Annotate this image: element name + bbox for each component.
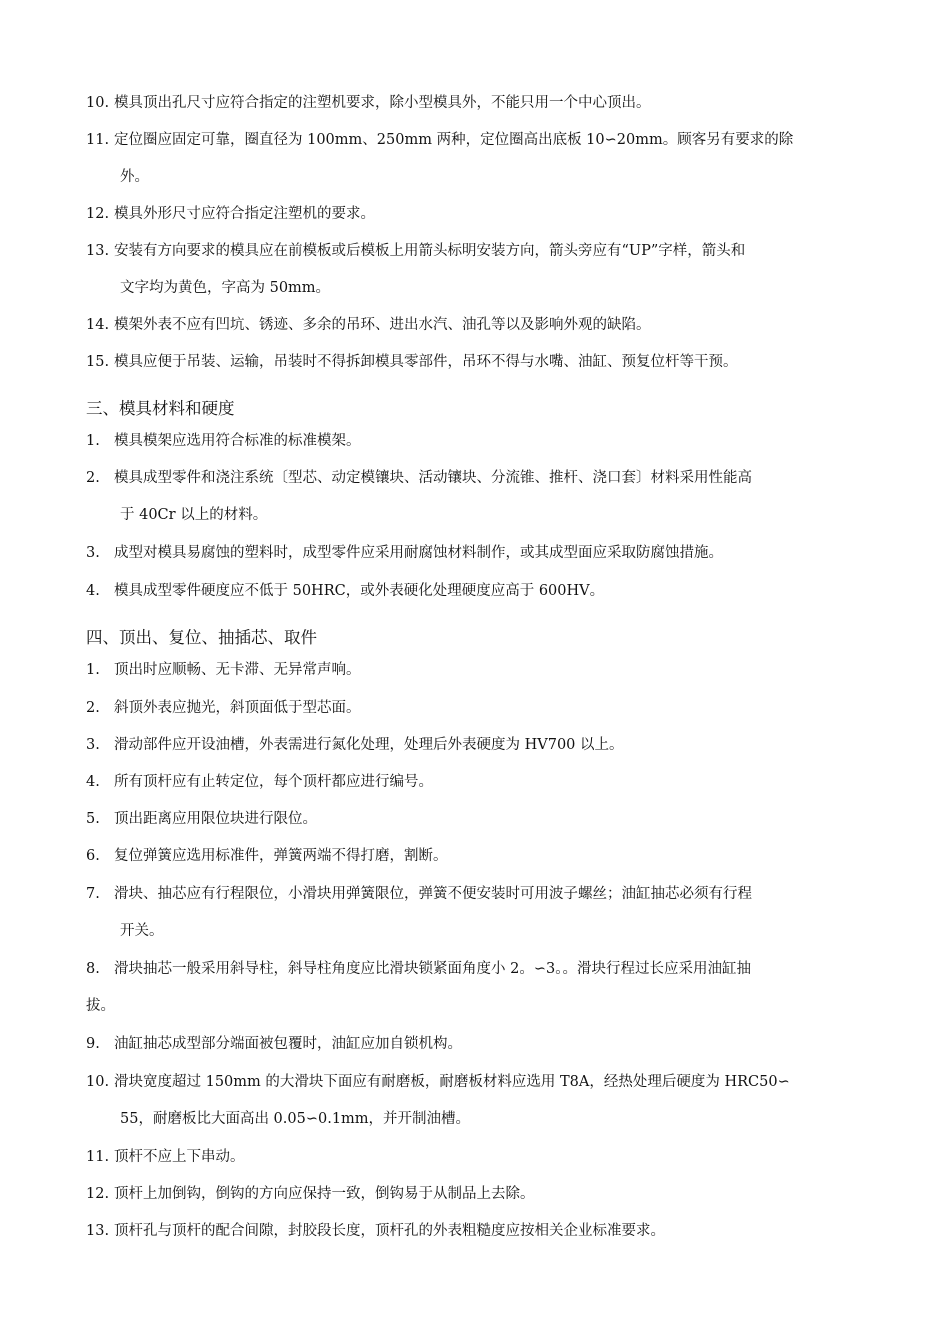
list-item (86, 1064, 870, 1138)
list-item (86, 951, 870, 1025)
item-number: 2. (86, 470, 100, 486)
item-text: 成型对模具易腐蚀的塑料时，成型零件应采用耐腐蚀材料制作，或其成型面应采取防腐蚀措施。 (114, 545, 723, 561)
item-number: 3. (86, 737, 100, 753)
item-text-continuation: 55，耐磨板比大面高出 0.05∽0.1mm，并开制油槽。 (120, 1111, 471, 1127)
item-number: 2. (86, 700, 100, 716)
list-item (86, 460, 870, 534)
item-number: 11. (86, 132, 110, 148)
item-text: 定位圈应固定可靠，圈直径为 100mm、250mm 两种，定位圈高出底板 10∽20mm。顾客另有要求的除 (114, 132, 794, 148)
item-text-continuation: 于 40Cr 以上的材料。 (120, 507, 268, 523)
list-item (86, 423, 870, 460)
item-number: 4. (86, 774, 100, 790)
item-number: 12. (86, 206, 110, 222)
item-text: 所有顶杆应有止转定位，每个顶杆都应进行编号。 (114, 774, 433, 790)
item-text: 模具外形尺寸应符合指定注塑机的要求。 (114, 206, 375, 222)
item-number: 11. (86, 1149, 110, 1165)
item-text: 模具顶出孔尺寸应符合指定的注塑机要求，除小型模具外，不能只用一个中心顶出。 (114, 95, 651, 111)
item-text: 滑块抽芯一般采用斜导柱，斜导柱角度应比滑块锁紧面角度小 2。∽3。。滑块行程过长应采用油缸抽 (114, 961, 751, 977)
item-number: 13. (86, 1223, 110, 1239)
item-text: 模具成型零件硬度应不低于 50HRC，或外表硬化处理硬度应高于 600HV。 (114, 583, 605, 599)
list-item (86, 764, 870, 801)
item-number: 3. (86, 545, 100, 561)
list-item (86, 1139, 870, 1176)
item-text: 斜顶外表应抛光，斜顶面低于型芯面。 (114, 700, 361, 716)
item-text: 顶杆孔与顶杆的配合间隙，封胶段长度，顶杆孔的外表粗糙度应按相关企业标准要求。 (114, 1223, 665, 1239)
item-text: 模具成型零件和浇注系统〔型芯、动定模镶块、活动镶块、分流锥、推杆、浇口套〕材料采用性能高 (114, 470, 752, 486)
item-text-continuation: 文字均为黄色，字高为 50mm。 (120, 280, 331, 296)
item-text: 滑块宽度超过 150mm 的大滑块下面应有耐磨板，耐磨板材料应选用 T8A，经热处理后硬度为 HRC50∽ (114, 1074, 790, 1090)
list-item (86, 307, 870, 344)
list-item (86, 233, 870, 307)
item-text: 顶出时应顺畅、无卡滞、无异常声响。 (114, 662, 361, 678)
item-text: 顶出距离应用限位块进行限位。 (114, 811, 317, 827)
item-text: 安装有方向要求的模具应在前模板或后模板上用箭头标明安装方向，箭头旁应有“UP”字样，箭头和 (114, 243, 746, 259)
list-item (86, 690, 870, 727)
item-number: 14. (86, 317, 110, 333)
list-item (86, 1026, 870, 1063)
item-number: 7. (86, 886, 100, 902)
list-item (86, 196, 870, 233)
item-text-continuation: 开关。 (120, 923, 164, 939)
item-number: 4. (86, 583, 100, 599)
list-item (86, 876, 870, 950)
item-text: 油缸抽芯成型部分端面被包覆时，油缸应加自锁机构。 (114, 1036, 462, 1052)
section-heading: 三、模具材料和硬度 (86, 399, 235, 418)
item-number: 1. (86, 662, 100, 678)
list-item (86, 85, 870, 122)
item-number: 8. (86, 961, 100, 977)
item-text: 模具应便于吊装、运输，吊装时不得拆卸模具零部件，吊环不得与水嘴、油缸、预复位杆等干预。 (114, 354, 738, 370)
list-item (86, 727, 870, 764)
item-number: 13. (86, 243, 110, 259)
item-number: 12. (86, 1186, 110, 1202)
item-text: 模架外表不应有凹坑、锈迹、多余的吊环、进出水汽、油孔等以及影响外观的缺陷。 (114, 317, 651, 333)
list-item (86, 838, 870, 875)
item-number: 9. (86, 1036, 100, 1052)
item-number: 10. (86, 95, 110, 111)
list-item (86, 122, 870, 196)
list-item (86, 535, 870, 572)
list-item (86, 652, 870, 689)
item-text: 复位弹簧应选用标准件，弹簧两端不得打磨，割断。 (114, 848, 448, 864)
item-number: 15. (86, 354, 110, 370)
item-text: 模具模架应选用符合标准的标准模架。 (114, 433, 361, 449)
list-item (86, 1176, 870, 1213)
item-number: 1. (86, 433, 100, 449)
list-item (86, 344, 870, 381)
list-item (86, 801, 870, 838)
item-text: 顶杆上加倒钩，倒钩的方向应保持一致，倒钩易于从制品上去除。 (114, 1186, 535, 1202)
section-heading: 四、顶出、复位、抽插芯、取件 (86, 628, 317, 647)
item-number: 5. (86, 811, 100, 827)
item-text: 顶杆不应上下串动。 (114, 1149, 245, 1165)
item-text: 滑块、抽芯应有行程限位，小滑块用弹簧限位，弹簧不便安装时可用波子螺丝；油缸抽芯必须有行程 (114, 886, 752, 902)
item-text-continuation: 拔。 (86, 998, 115, 1014)
item-text-continuation: 外。 (120, 169, 149, 185)
item-number: 10. (86, 1074, 110, 1090)
list-item (86, 1213, 870, 1250)
list-item (86, 573, 870, 610)
item-number: 6. (86, 848, 100, 864)
item-text: 滑动部件应开设油槽，外表需进行氮化处理，处理后外表硬度为 HV700 以上。 (114, 737, 624, 753)
